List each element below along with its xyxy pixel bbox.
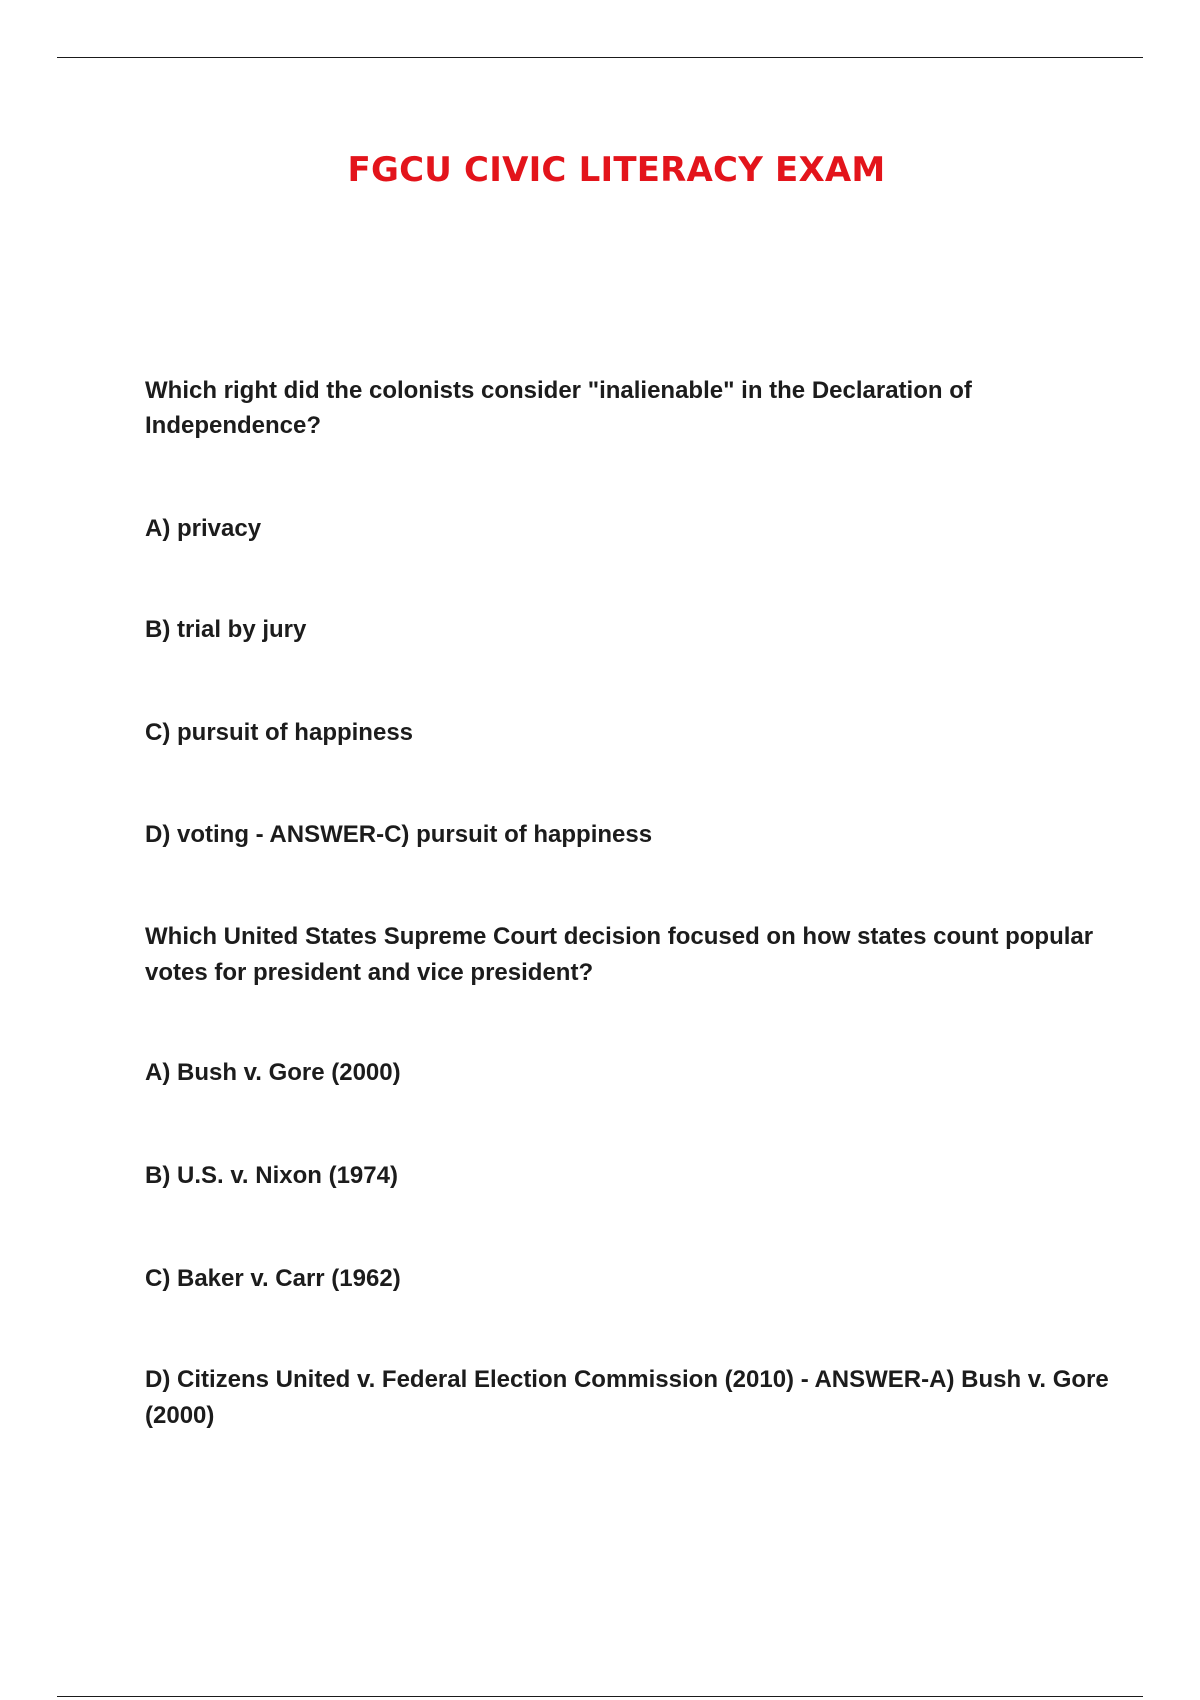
question-2-option-b: B) U.S. v. Nixon (1974) bbox=[145, 1162, 398, 1189]
question-1-line-1: Which right did the colonists consider "inalienable" in the Declaration of bbox=[145, 377, 972, 404]
question-1-option-a: A) privacy bbox=[145, 515, 262, 542]
question-2-option-c: C) Baker v. Carr (1962) bbox=[145, 1265, 401, 1292]
top-rule bbox=[57, 57, 1143, 58]
document-title: FGCU CIVIC LITERACY EXAM bbox=[347, 150, 886, 190]
bottom-rule bbox=[57, 1696, 1143, 1697]
question-1-option-b: B) trial by jury bbox=[145, 616, 307, 643]
question-2-line-2: votes for president and vice president? bbox=[145, 959, 594, 986]
question-1-line-2: Independence? bbox=[145, 412, 322, 439]
question-2-option-d-answer-cont: (2000) bbox=[145, 1402, 215, 1429]
question-2-line-1: Which United States Supreme Court decision focused on how states count popular bbox=[145, 923, 1094, 950]
question-1-option-d-answer: D) voting - ANSWER-C) pursuit of happiness bbox=[145, 821, 653, 848]
question-1-option-c: C) pursuit of happiness bbox=[145, 719, 414, 746]
question-2-option-d-answer: D) Citizens United v. Federal Election Commission (2010) - ANSWER-A) Bush v. Gore bbox=[145, 1366, 1109, 1393]
question-2-option-a: A) Bush v. Gore (2000) bbox=[145, 1059, 401, 1086]
